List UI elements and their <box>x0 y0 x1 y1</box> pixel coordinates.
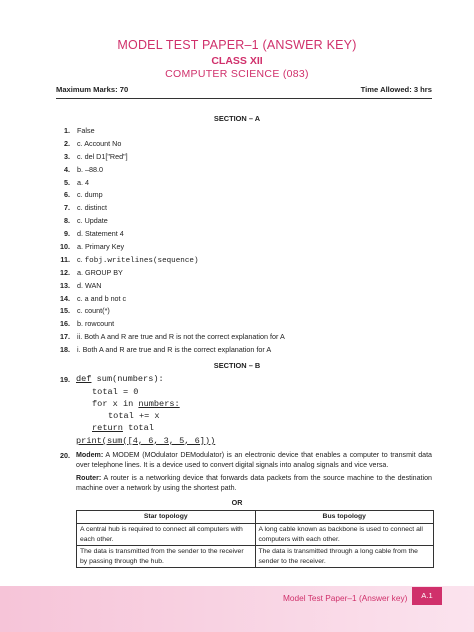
answer-row <box>56 318 436 331</box>
or-separator: OR <box>231 498 243 507</box>
topology-comparison-table <box>76 510 434 568</box>
column-header-bus: Bus topology <box>255 511 434 524</box>
answer-text: c. Update <box>77 216 108 226</box>
answer-number: 15. <box>60 306 70 316</box>
answer-number: 13. <box>60 280 70 290</box>
router-label: Router: <box>76 474 102 482</box>
max-marks: Maximum Marks: 70 <box>56 85 129 94</box>
answer-number: 16. <box>60 319 70 329</box>
answer-text: c. dump <box>77 190 103 200</box>
modem-label: Modem: <box>76 451 104 459</box>
code-def-rest: sum(numbers): <box>91 374 164 384</box>
answer-text: d. Statement 4 <box>77 229 124 239</box>
table-cell: A long cable known as backbone is used to connect all computers with each other. <box>255 524 434 546</box>
answer-row <box>56 177 436 190</box>
answer-text: ii. Both A and R are true and R is not the correct explanation for A <box>77 332 285 342</box>
answer-row <box>56 293 436 306</box>
footer-running-title: Model Test Paper–1 (Answer key) <box>283 593 408 603</box>
section-b-heading: SECTION – B <box>213 361 261 370</box>
header-divider <box>56 98 432 99</box>
answer-text: c. del D1["Red"] <box>77 151 128 161</box>
answer-number: 14. <box>60 293 70 303</box>
answer-text: a. Primary Key <box>77 242 125 252</box>
code-line-total: total = 0 <box>92 387 139 397</box>
answer-row <box>56 202 436 215</box>
answer-number: 6. <box>64 190 70 200</box>
answer-text: False <box>77 126 95 135</box>
answer-text: c. Account No <box>77 138 122 148</box>
code-line-print: print(sum([4, 6, 3, 5, 6])) <box>76 436 216 446</box>
class-label: CLASS XII <box>211 55 263 67</box>
answer-row <box>56 267 436 280</box>
answer-row <box>56 254 436 267</box>
answer-number: 11. <box>60 254 70 264</box>
answer-number: 1. <box>64 126 70 135</box>
answer-row <box>56 164 436 177</box>
table-cell: A central hub is required to connect all computers with each other. <box>77 524 256 546</box>
answer-number: 12. <box>60 267 70 277</box>
router-answer <box>76 473 432 494</box>
code-line-return <box>92 423 154 433</box>
subject-label: COMPUTER SCIENCE (083) <box>165 68 309 80</box>
paper-title: MODEL TEST PAPER–1 (ANSWER KEY) <box>117 38 357 52</box>
answer-number: 5. <box>64 177 70 187</box>
code-line-accumulate: total += x <box>108 411 160 421</box>
answer-number: 3. <box>64 151 70 161</box>
answer-number: 7. <box>64 203 70 213</box>
answer-number: 10. <box>60 242 70 252</box>
answer-row <box>56 138 436 151</box>
table-header-row <box>77 511 434 524</box>
answer-row <box>56 189 436 202</box>
answer-row <box>56 280 436 293</box>
answer-text: b. rowcount <box>77 319 115 329</box>
code-return-rest: total <box>122 423 154 433</box>
router-text: A router is a networking device that forwards data packets from the source machine to the destination machine over a network by using the shortest path. <box>76 474 432 493</box>
question-19-number: 19. <box>60 375 70 384</box>
code-line-def <box>76 374 164 384</box>
answer-text: b. –88.0 <box>77 164 103 174</box>
code-for-iterable: numbers: <box>138 399 180 409</box>
keyword-def: def <box>76 374 92 384</box>
modem-answer <box>76 450 432 471</box>
answer-prefix: c. <box>77 254 85 264</box>
keyword-return: return <box>92 423 123 433</box>
answer-row <box>56 228 436 241</box>
answer-text: i. Both A and R are true and R is the correct explanation for A <box>77 345 272 355</box>
answer-text: c. count(*) <box>77 306 110 316</box>
answer-number: 8. <box>64 216 70 226</box>
answer-number: 4. <box>64 164 70 174</box>
answer-text <box>77 254 199 268</box>
answer-row <box>56 305 436 318</box>
answer-row <box>56 151 436 164</box>
answer-code: fobj.writelines(sequence) <box>84 256 199 265</box>
answer-text: d. WAN <box>77 280 102 290</box>
time-allowed: Time Allowed: 3 hrs <box>360 85 432 94</box>
answer-row <box>56 215 436 228</box>
table-row <box>77 524 434 546</box>
answer-number: 9. <box>64 229 70 239</box>
answer-text: a. 4 <box>77 177 89 187</box>
answer-row <box>56 125 436 138</box>
answer-row <box>56 344 436 357</box>
column-header-star: Star topology <box>77 511 256 524</box>
answer-number: 17. <box>60 332 70 342</box>
answer-number: 18. <box>60 345 70 355</box>
code-for-head: for x in <box>92 399 139 409</box>
page-number-tab: A.1 <box>412 587 442 605</box>
answer-text: c. a and b not c <box>77 293 127 303</box>
answer-text: c. distinct <box>77 203 107 213</box>
code-line-for <box>92 399 180 409</box>
section-a-heading: SECTION – A <box>213 114 261 123</box>
table-cell: The data is transmitted through a long cable from the sender to the receiver. <box>255 546 434 568</box>
table-row <box>77 546 434 568</box>
answer-row <box>56 241 436 254</box>
question-20-number: 20. <box>60 451 70 460</box>
answer-text: a. GROUP BY <box>77 267 123 277</box>
modem-text: A MODEM (MOdulator DEModulator) is an electronic device that enables a computer to transmit data over telephone lines. It is a device used to convert digital signals into analog signals and vice versa. <box>76 451 432 470</box>
answer-row <box>56 331 436 344</box>
table-cell: The data is transmitted from the sender to the receiver by passing through the hub. <box>77 546 256 568</box>
section-a-answers <box>56 125 436 357</box>
answer-number: 2. <box>64 138 70 148</box>
